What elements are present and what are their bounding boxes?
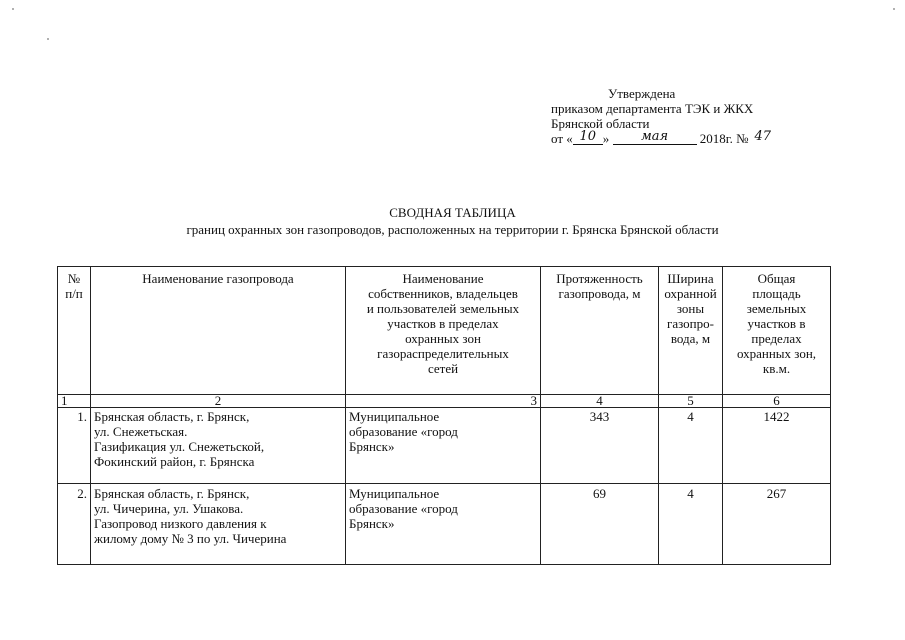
column-numbers-row: [58, 395, 831, 408]
summary-table: [57, 266, 831, 565]
header-pipeline-name: Наименование газопровода: [91, 267, 346, 395]
date-prefix: от «: [551, 131, 573, 146]
row-total-area: 267: [723, 484, 831, 565]
approval-order-line: приказом департамента ТЭК и ЖКХ: [551, 101, 754, 116]
table-row: [58, 408, 831, 484]
row-index: 1.: [58, 408, 91, 484]
table-header-row: [58, 267, 831, 395]
date-month-field: [613, 131, 697, 145]
row-zone-width: 4: [659, 484, 723, 565]
row-total-area: 1422: [723, 408, 831, 484]
header-zone-width: Ширина охранной зоны газопро- вода, м: [659, 267, 723, 395]
row-zone-width: 4: [659, 408, 723, 484]
approval-region-line: Брянской области: [551, 116, 650, 131]
header-index: № п/п: [58, 267, 91, 395]
approval-title: Утверждена: [608, 86, 676, 101]
column-number: 3: [346, 395, 541, 408]
approval-block: [551, 86, 851, 146]
column-number: 6: [723, 395, 831, 408]
row-owners: Муниципальное образование «город Брянск»: [346, 484, 541, 565]
order-number-handwritten: 47: [754, 129, 772, 144]
date-day-handwritten: 10: [579, 129, 597, 144]
row-index: 2.: [58, 484, 91, 565]
column-number: 1: [58, 395, 91, 408]
date-mid: »: [602, 131, 610, 146]
header-owners: Наименование собственников, владельцев и пользователей земельных участков в пределах охранных зон газораспределительных сетей: [346, 267, 541, 395]
document-subtitle: границ охранных зон газопроводов, расположенных на территории г. Брянска Брянской области: [186, 222, 719, 237]
row-owners: Муниципальное образование «город Брянск»: [346, 408, 541, 484]
header-total-area: Общая площадь земельных участков в пределах охранных зон, кв.м.: [723, 267, 831, 395]
row-length: 343: [541, 408, 659, 484]
header-length: Протяженность газопровода, м: [541, 267, 659, 395]
column-number: 4: [541, 395, 659, 408]
row-pipeline-name: Брянская область, г. Брянск, ул. Снежетьская. Газификация ул. Снежетьской, Фокинский район, г. Брянска: [91, 408, 346, 484]
date-month-handwritten: мая: [640, 129, 669, 144]
date-year: 2018г. №: [699, 131, 749, 146]
column-number: 5: [659, 395, 723, 408]
row-pipeline-name: Брянская область, г. Брянск, ул. Чичерина, ул. Ушакова. Газопровод низкого давления к жилому дому № 3 по ул. Чичерина: [91, 484, 346, 565]
document-title: СВОДНАЯ ТАБЛИЦА: [389, 205, 516, 220]
column-number: 2: [91, 395, 346, 408]
order-number-field: [752, 131, 774, 147]
date-day-field: [573, 131, 603, 145]
row-length: 69: [541, 484, 659, 565]
approval-date-line: [551, 131, 851, 146]
table-row: [58, 484, 831, 565]
